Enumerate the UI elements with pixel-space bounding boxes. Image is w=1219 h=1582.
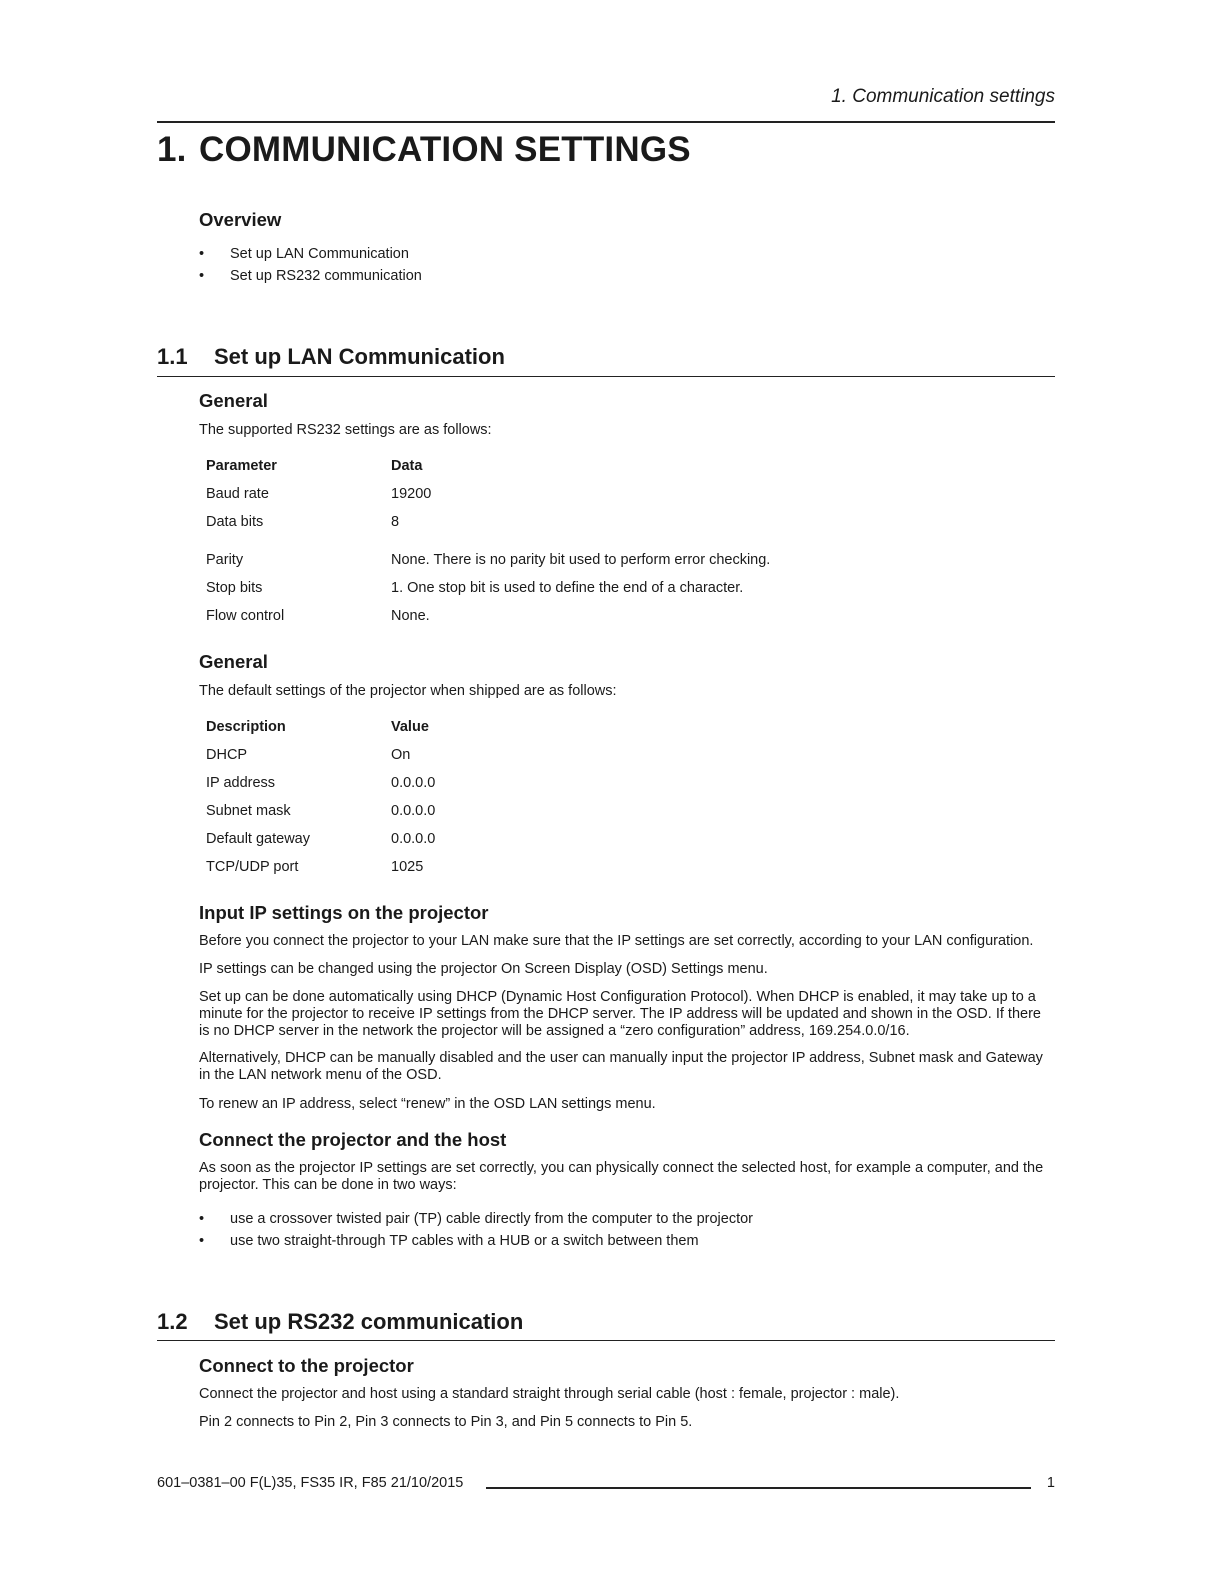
overview-list (199, 243, 422, 287)
section-title: Set up LAN Communication (214, 344, 505, 369)
input-ip-heading: Input IP settings on the projector (199, 902, 489, 923)
paragraph: To renew an IP address, select “renew” in the OSD LAN settings menu. (199, 1096, 656, 1112)
table-cell: 19200 (391, 486, 432, 502)
connect-host-heading: Connect the projector and the host (199, 1129, 507, 1150)
table-cell: TCP/UDP port (206, 859, 299, 875)
header-rule (157, 121, 1055, 123)
table-row (199, 797, 435, 825)
defaults-intro: The default settings of the projector when shipped are as follows: (199, 683, 617, 699)
running-header: 1. Communication settings (831, 86, 1055, 107)
general-heading: General (199, 651, 268, 672)
chapter-title-text: COMMUNICATION SETTINGS (199, 130, 691, 169)
general-heading: General (199, 390, 268, 411)
connect-projector-heading: Connect to the projector (199, 1355, 414, 1376)
overview-heading: Overview (199, 209, 282, 230)
section-title: Set up RS232 communication (214, 1309, 524, 1334)
table-row (199, 536, 770, 574)
footer-doc-info: 601–0381–00 F(L)35, FS35 IR, F85 21/10/2015 (157, 1475, 464, 1491)
section-1-1-heading (157, 344, 505, 370)
paragraph: Set up can be done automatically using DHCP (Dynamic Host Configuration Protocol). When DHCP is enabled, it may take up to a minute for the projector to receive IP settings from the DHCP server. The IP address will be updated and shown in the OSD. If there is no DHCP server in the network the projector will be assigned a “zero configuration” address, 169.254.0.0/16. (199, 989, 1041, 1039)
list-item: • use a crossover twisted pair (TP) cable directly from the computer to the projector (199, 1211, 754, 1227)
table-cell: None. There is no parity bit used to perform error checking. (391, 552, 771, 568)
column-header: Value (391, 719, 429, 735)
table-cell: 1. One stop bit is used to define the end of a character. (391, 580, 744, 596)
table-header-row (199, 452, 770, 480)
table-row (199, 602, 770, 630)
rs232-settings-table (199, 452, 770, 630)
table-cell: 0.0.0.0 (391, 775, 436, 791)
column-header: Description (206, 719, 286, 735)
paragraph: IP settings can be changed using the projector On Screen Display (OSD) Settings menu. (199, 961, 768, 977)
section-rule (157, 376, 1055, 377)
table-row (199, 853, 435, 881)
paragraph: Connect the projector and host using a standard straight through serial cable (host : female, projector : male). (199, 1386, 900, 1402)
paragraph: Before you connect the projector to your LAN make sure that the IP settings are set correctly, according to your LAN configuration. (199, 933, 1034, 949)
table-cell: 8 (391, 514, 400, 530)
table-row (199, 769, 435, 797)
table-cell: DHCP (206, 747, 248, 763)
table-cell: Baud rate (206, 486, 269, 502)
table-cell: IP address (206, 775, 276, 791)
table-cell: 0.0.0.0 (391, 831, 436, 847)
table-row (199, 741, 435, 769)
list-item: • Set up RS232 communication (199, 268, 422, 284)
table-row (199, 480, 770, 508)
list-item: • use two straight-through TP cables with a HUB or a switch between them (199, 1233, 699, 1249)
paragraph: Alternatively, DHCP can be manually disabled and the user can manually input the projector IP address, Subnet mask and Gateway in the LAN network menu of the OSD. (199, 1050, 1043, 1083)
table-cell: Parity (206, 552, 244, 568)
table-cell: Default gateway (206, 831, 310, 847)
section-rule (157, 1340, 1055, 1341)
table-cell: 1025 (391, 859, 424, 875)
column-header: Parameter (206, 458, 277, 474)
connection-methods-list (199, 1208, 753, 1252)
paragraph: Pin 2 connects to Pin 2, Pin 3 connects to Pin 3, and Pin 5 connects to Pin 5. (199, 1414, 693, 1430)
table-cell: Flow control (206, 608, 285, 624)
column-header: Data (391, 458, 423, 474)
table-row (199, 574, 770, 602)
table-header-row (199, 713, 435, 741)
default-settings-table (199, 713, 435, 881)
section-number: 1.1 (157, 344, 188, 369)
table-cell: 0.0.0.0 (391, 803, 436, 819)
section-1-2-heading (157, 1309, 523, 1335)
list-item: • Set up LAN Communication (199, 246, 409, 262)
footer-rule (486, 1487, 1031, 1489)
paragraph: As soon as the projector IP settings are set correctly, you can physically connect the selected host, for example a computer, and the projector. This can be done in two ways: (199, 1160, 1044, 1193)
chapter-number: 1. (157, 130, 187, 169)
table-cell: Data bits (206, 514, 264, 530)
page-number: 1 (1046, 1475, 1055, 1491)
rs232-intro: The supported RS232 settings are as follows: (199, 422, 492, 438)
table-cell: None. (391, 608, 430, 624)
table-cell: On (391, 747, 411, 763)
table-row (199, 508, 770, 536)
table-cell: Stop bits (206, 580, 263, 596)
chapter-title (157, 130, 691, 170)
section-number: 1.2 (157, 1309, 188, 1334)
table-cell: Subnet mask (206, 803, 291, 819)
table-row (199, 825, 435, 853)
